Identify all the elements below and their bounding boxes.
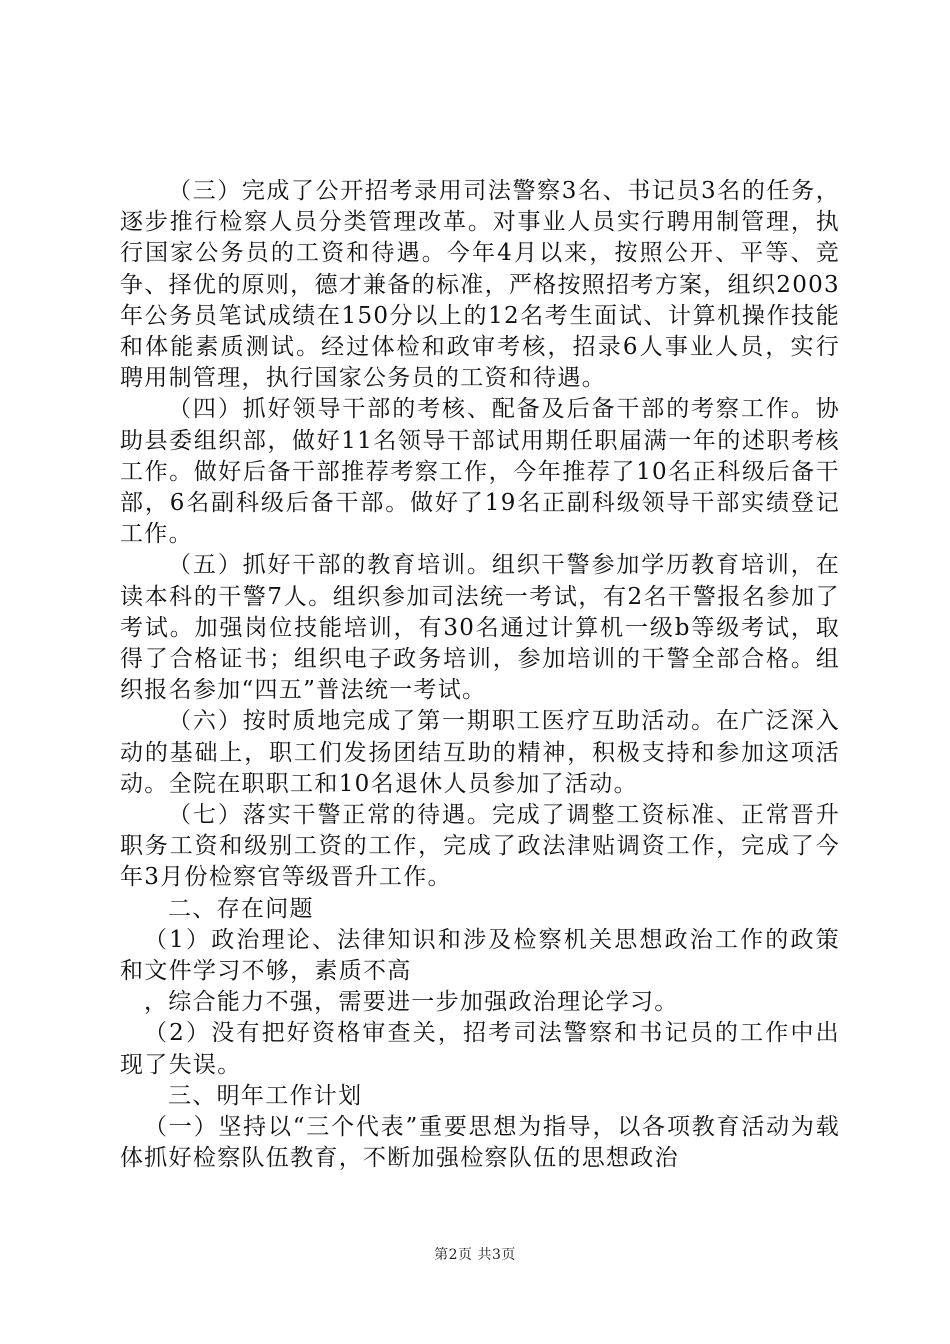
paragraph-problem-1-continued: ，综合能力不强，需要进一步加强政治理论学习。 — [144, 989, 679, 1016]
paragraph-section-3: （三）完成了公开招考录用司法警察3名、书记员3名的任务，逐步推行检察人员分类管理改革。对事业人员实行聘用制管理，执行国家公务员的工资和待遇。今年4月以来，按照公开、平等、竞争、择优的原则，德才兼备的标准，严格按照招考方案，组织2003年公务员笔试成绩在150分以上的12名考生面试、计算机操作技能和体能素质测试。经过体检和政审考核，招录6人事业人员，实行聘用制管理，执行国家公务员的工资和待遇。 — [120, 178, 840, 392]
paragraph-plan-1: （一）坚持以“三个代表”重要思想为指导，以各项教育活动为载体抓好检察队伍教育，不断加强检察队伍的思想政治 — [120, 1114, 840, 1172]
page-footer: 第2页 共3页 — [434, 1247, 516, 1263]
document-body — [120, 176, 840, 1175]
paragraph-section-7: （七）落实干警正常的待遇。完成了调整工资标准、正常晋升职务工资和级别工资的工作，完成了政法津贴调资工作，完成了今年3月份检察官等级晋升工作。 — [120, 802, 840, 891]
paragraph-section-6: （六）按时质地完成了第一期职工医疗互助活动。在广泛深入动的基础上，职工们发扬团结互助的精神，积极支持和参加这项活动。全院在职职工和10名退休人员参加了活动。 — [120, 708, 840, 797]
heading-next-year-plan: 三、明年工作计划 — [168, 1082, 363, 1109]
paragraph-problem-2: （2）没有把好资格审查关，招考司法警察和书记员的工作中出现了失误。 — [120, 1020, 840, 1078]
heading-existing-problems: 二、存在问题 — [168, 895, 314, 922]
paragraph-section-4: （四）抓好领导干部的考核、配备及后备干部的考察工作。协助县委组织部，做好11名领导干部试用期任职届满一年的述职考核工作。做好后备干部推荐考察工作，今年推荐了10名正科级后备干部，6名副科级后备干部。做好了19名正副科级领导干部实绩登记工作。 — [120, 396, 840, 548]
paragraph-section-5: （五）抓好干部的教育培训。组织干警参加学历教育培训，在读本科的干警7人。组织参加司法统一考试，有2名干警报名参加了考试。加强岗位技能培训，有30名通过计算机一级b等级考试，取得了合格证书；组织电子政务培训，参加培训的干警全部合格。组织报名参加“四五”普法统一考试。 — [120, 552, 840, 704]
paragraph-problem-1: （1）政治理论、法律知识和涉及检察机关思想政治工作的政策和文件学习不够，素质不高 — [120, 926, 840, 985]
